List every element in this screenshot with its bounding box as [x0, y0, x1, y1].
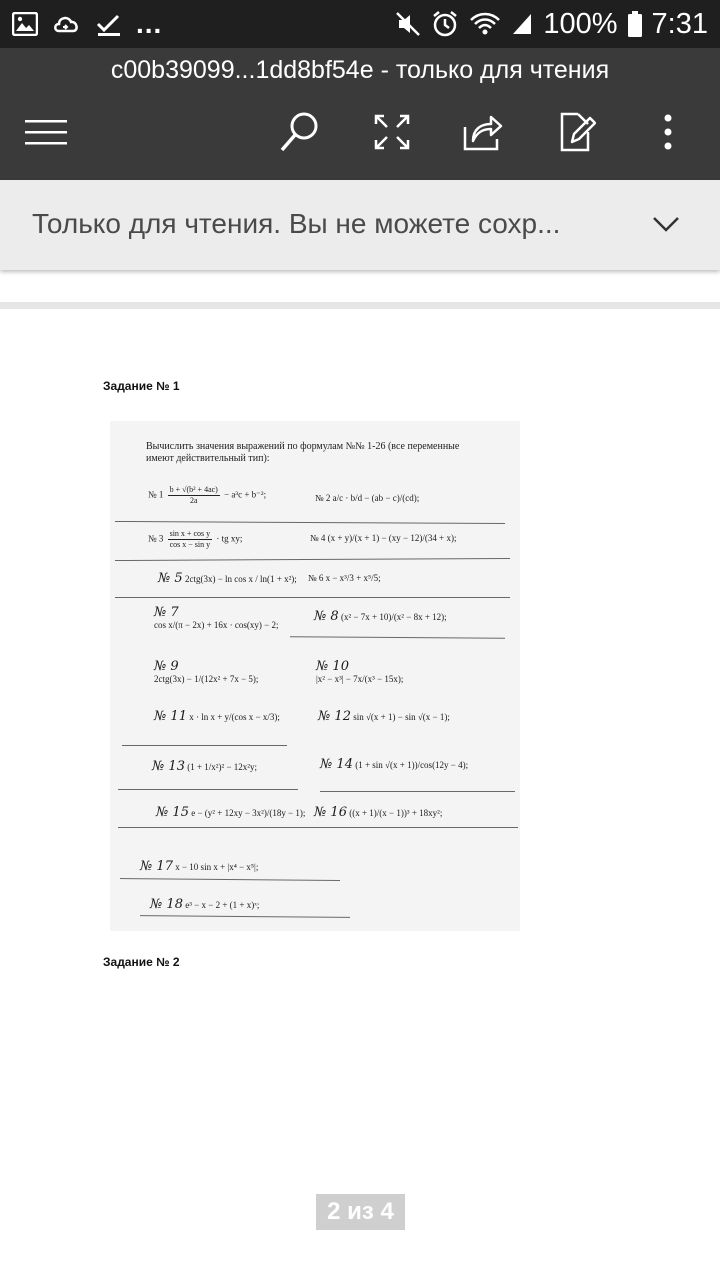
rule-line	[115, 558, 510, 561]
formula-6: № 6 x − x³/3 + x⁵/5;	[308, 573, 381, 583]
system-icons	[395, 0, 708, 48]
task-intro-text: Вычислить значения выражений по формулам №№ 1-26 (все переменные имеют действительный тип):	[146, 441, 460, 464]
formula-9: № 9 2ctg(3x) − 1/(12x² + 7x − 5);	[154, 659, 259, 684]
rule-line	[140, 915, 350, 918]
search-button[interactable]	[268, 100, 332, 164]
rule-line	[290, 636, 505, 639]
clock: 7:31	[651, 7, 708, 40]
edit-button[interactable]	[545, 100, 609, 164]
document-title: c00b39099...1dd8bf54e - только для чтения	[110, 56, 610, 84]
app-bar	[0, 48, 720, 180]
edit-icon	[558, 112, 596, 152]
chevron-down-icon[interactable]	[648, 206, 684, 242]
wifi-icon	[469, 11, 501, 37]
signal-icon	[511, 12, 533, 36]
formula-11: № 11 x · ln x + y/(cos x − x/3);	[154, 709, 280, 724]
battery-percent: 100%	[543, 7, 618, 40]
scanned-formula-image	[110, 421, 520, 931]
formula-13: № 13 (1 + 1/x²)² − 12x²y;	[152, 759, 257, 774]
formula-15: № 15 e − (y² + 12xy − 3x²)/(18y − 1);	[156, 805, 306, 820]
page-separator	[0, 302, 720, 309]
formula-14: № 14 (1 + sin √(x + 1))/cos(12y − 4);	[320, 757, 469, 772]
fullscreen-icon	[374, 114, 410, 150]
document-page[interactable]	[0, 309, 720, 1280]
rule-line	[320, 791, 515, 792]
formula-1: № 1 $\frac{\text{b + √(b² + 4ac)}}{2a}$ − a³c + b⁻²;	[148, 485, 267, 505]
formula-8: № 8 (x² − 7x + 10)/(x² − 8x + 12);	[314, 609, 447, 624]
mute-icon	[395, 11, 421, 37]
more-icon	[663, 114, 673, 150]
search-icon	[278, 110, 322, 154]
page-indicator: 2 из 4	[316, 1194, 405, 1230]
notification-icons	[12, 0, 162, 48]
formula-4: № 4 (x + y)/(x + 1) − (xy − 12)/(34 + x);	[310, 533, 457, 543]
gallery-icon	[12, 12, 38, 36]
rule-line	[122, 745, 287, 746]
formula-7: № 7 cos x/(π − 2x) + 16x · cos(xy) − 2;	[154, 605, 279, 630]
share-button[interactable]	[451, 100, 515, 164]
battery-icon	[628, 11, 642, 37]
fullscreen-button[interactable]	[360, 100, 424, 164]
share-icon	[463, 113, 503, 151]
checkmark-icon	[96, 12, 122, 36]
rule-line	[118, 789, 298, 790]
more-options-button[interactable]	[636, 100, 700, 164]
more-notifications: ...	[136, 8, 163, 39]
formula-5: № 5 2ctg(3x) − ln cos x / ln(1 + x²);	[158, 571, 297, 586]
formula-18: № 18 e³ − x − 2 + (1 + x)ˣ;	[150, 897, 260, 912]
menu-button[interactable]	[14, 100, 78, 164]
formula-10: № 10 |x² − x³| − 7x/(x³ − 15x);	[316, 659, 404, 684]
rule-line	[115, 597, 510, 598]
rule-line	[115, 521, 505, 524]
rule-line	[118, 827, 518, 828]
alarm-icon	[431, 10, 459, 38]
cloud-sync-icon	[52, 12, 82, 36]
formula-2: № 2 a/c · b/d − (ab − c)/(cd);	[315, 493, 420, 503]
read-only-banner[interactable]	[0, 180, 720, 270]
read-only-message: Только для чтения. Вы не можете сохр...	[32, 208, 561, 239]
rule-line	[120, 878, 340, 881]
formula-16: № 16 ((x + 1)/(x − 1))³ + 18xy²;	[314, 805, 443, 820]
formula-3: № 3 $\frac{\text{sin x + cos y}}{\text{cos x − sin y}}$ · tg xy;	[148, 529, 243, 549]
task-2-heading: Задание № 2	[103, 955, 180, 969]
formula-12: № 12 sin √(x + 1) − sin √(x − 1);	[318, 709, 450, 724]
formula-17: № 17 x − 10 sin x + |x⁴ − x⁵|;	[140, 859, 259, 874]
task-1-heading: Задание № 1	[103, 379, 180, 393]
menu-icon	[25, 117, 67, 147]
status-bar	[0, 0, 720, 48]
